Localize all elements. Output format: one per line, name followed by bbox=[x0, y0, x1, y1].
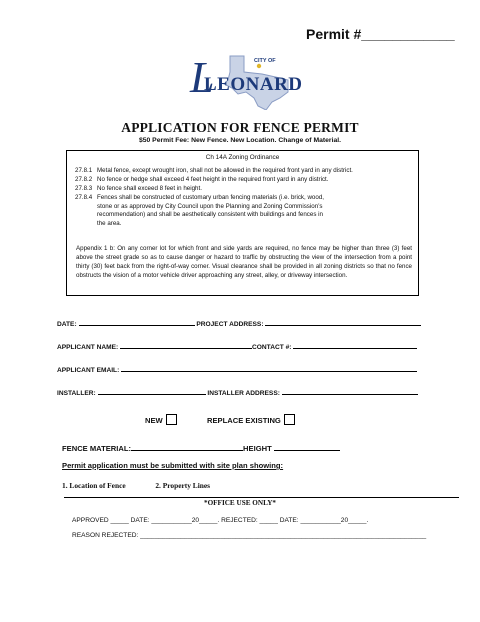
ordinance-text: Metal fence, except wrought iron, shall not be allowed in the required front yard in any district. bbox=[97, 167, 353, 174]
installer-label: INSTALLER: bbox=[57, 390, 96, 397]
email-row bbox=[57, 364, 417, 374]
applicant-email-label: APPLICANT EMAIL: bbox=[57, 367, 120, 374]
installer-address-input[interactable] bbox=[282, 387, 418, 395]
fence-material-input[interactable] bbox=[131, 442, 243, 451]
ordinance-heading: Ch 14A Zoning Ordinance bbox=[205, 154, 280, 161]
ordinance-box bbox=[66, 150, 419, 296]
fee-subtitle: $50 Permit Fee: New Fence. New Location. Change of Material. bbox=[138, 137, 342, 144]
applicant-row bbox=[57, 341, 417, 351]
ordinance-text: No fence or hedge shall exceed 4 feet height in the required front yard in any district. bbox=[97, 176, 329, 183]
contact-input[interactable] bbox=[293, 341, 417, 349]
contact-label: CONTACT #: bbox=[252, 344, 292, 351]
project-address-input[interactable] bbox=[265, 318, 421, 326]
date-input[interactable] bbox=[79, 318, 195, 326]
permit-label: Permit # bbox=[306, 26, 362, 42]
office-use-heading: *OFFICE USE ONLY* bbox=[203, 499, 277, 507]
city-logo bbox=[184, 52, 304, 110]
approval-line: APPROVED _____ DATE: ___________20_____. REJECTED: _____ DATE: ___________20_____. bbox=[72, 517, 369, 524]
ordinance-item bbox=[75, 176, 415, 185]
ordinance-number: 27.8.4 bbox=[75, 194, 93, 201]
logo-name: LEONARD bbox=[204, 74, 303, 95]
new-option[interactable] bbox=[145, 414, 177, 425]
permit-blank: ____________ bbox=[361, 26, 455, 42]
ordinance-item bbox=[75, 185, 415, 194]
new-checkbox[interactable] bbox=[166, 414, 177, 425]
ordinance-number: 27.8.2 bbox=[75, 176, 93, 183]
fence-material-row bbox=[62, 442, 340, 453]
applicant-email-input[interactable] bbox=[121, 364, 417, 372]
applicant-name-label: APPLICANT NAME: bbox=[57, 344, 119, 351]
ordinance-number: 27.8.1 bbox=[75, 167, 93, 174]
ordinance-text: Fences shall be constructed of customary urban fencing materials (i.e. brick, wood, stone or as approved by City Council upon the Planning and Zoning Commission’s recommendation) and shall be aesthetically consistent with buildings and fences in the area. bbox=[97, 194, 324, 227]
ordinance-item bbox=[75, 167, 415, 176]
logo-small-text: CITY OF bbox=[254, 58, 276, 64]
replace-option[interactable] bbox=[207, 414, 295, 425]
office-divider bbox=[64, 497, 459, 498]
date-row bbox=[57, 318, 421, 328]
installer-input[interactable] bbox=[98, 387, 206, 395]
reason-rejected-line: REASON REJECTED: ______________________________________________________________________________ bbox=[72, 532, 427, 539]
height-input[interactable] bbox=[274, 442, 340, 451]
date-label: DATE: bbox=[57, 321, 77, 328]
ordinance-text: No fence shall exceed 8 feet in height. bbox=[97, 185, 202, 192]
replace-checkbox[interactable] bbox=[284, 414, 295, 425]
fence-material-label: FENCE MATERIAL: bbox=[62, 444, 132, 453]
replace-label: REPLACE EXISTING bbox=[207, 416, 281, 425]
new-label: NEW bbox=[145, 416, 163, 425]
project-address-label: PROJECT ADDRESS: bbox=[196, 321, 264, 328]
form-title: APPLICATION FOR FENCE PERMIT bbox=[121, 120, 359, 135]
appendix-text: On any corner lot for which front and side yards are required, no fence may be higher than three (3) feet above the street grade so as to cause danger or hazard to traffic by obstructing the view of the intersection from a point thirty (30) feet back from the right-of-way corner. Visual clearance shall be provided in all zoning districts so that no fence obstructs the vision of a motor vehicle driver approaching any street, alley, or driveway intersection. bbox=[76, 245, 413, 279]
applicant-name-input[interactable] bbox=[120, 341, 252, 349]
site-item-location: 1. Location of Fence bbox=[62, 481, 126, 490]
ordinance-number: 27.8.3 bbox=[75, 185, 93, 192]
site-item-property-lines: 2. Property Lines bbox=[155, 481, 211, 490]
ordinance-item bbox=[75, 194, 415, 234]
appendix-paragraph bbox=[76, 245, 412, 281]
logo-flourish: L bbox=[190, 53, 215, 102]
installer-address-label: INSTALLER ADDRESS: bbox=[207, 390, 280, 397]
site-plan-items bbox=[62, 481, 210, 490]
site-plan-note: Permit application must be submitted with site plan showing: bbox=[62, 461, 284, 470]
installer-row bbox=[57, 387, 418, 397]
appendix-label: Appendix 1 b: bbox=[76, 245, 115, 252]
permit-number-field[interactable] bbox=[306, 26, 455, 42]
height-label: HEIGHT bbox=[243, 444, 272, 453]
